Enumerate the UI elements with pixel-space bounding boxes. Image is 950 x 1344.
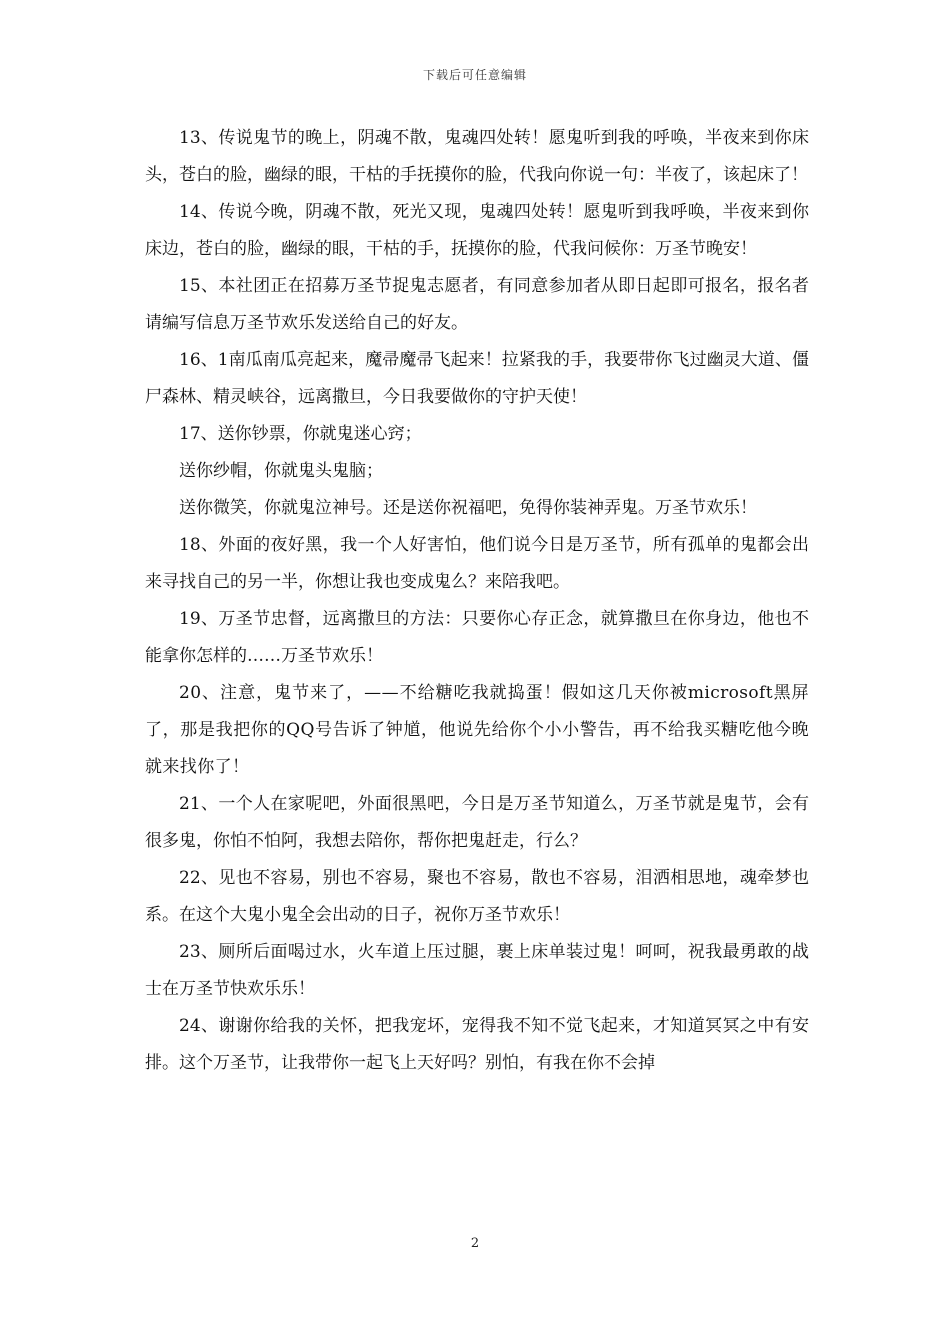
paragraph-17-line-2: 送你纱帽，你就鬼头鬼脑； bbox=[179, 461, 383, 481]
paragraph-18: 18、外面的夜好黑，我一个人好害怕，他们说今日是万圣节，所有孤单的鬼都会出来寻找自己的另一半，你想让我也变成鬼么？来陪我吧。 bbox=[145, 535, 809, 592]
paragraph-17-line-1: 17、送你钞票，你就鬼迷心窍； bbox=[179, 424, 422, 444]
paragraph-13: 13、传说鬼节的晚上，阴魂不散，鬼魂四处转！愿鬼听到我的呼唤，半夜来到你床头，苍白的脸，幽绿的眼，干枯的手抚摸你的脸，代我向你说一句：半夜了，该起床了！ bbox=[145, 128, 809, 185]
paragraph-23: 23、厕所后面喝过水，火车道上压过腿，裹上床单装过鬼！呵呵，祝我最勇敢的战士在万圣节快欢乐乐！ bbox=[145, 942, 809, 999]
paragraph-14: 14、传说今晚，阴魂不散，死光又现，鬼魂四处转！愿鬼听到我呼唤，半夜来到你床边，苍白的脸，幽绿的眼，干枯的手，抚摸你的脸，代我问候你：万圣节晚安！ bbox=[145, 202, 809, 259]
page-header: 下载后可任意编辑 bbox=[422, 68, 527, 82]
paragraph-19: 19、万圣节忠督，远离撒旦的方法：只要你心存正念，就算撒旦在你身边，他也不能拿你怎样的……万圣节欢乐！ bbox=[145, 609, 809, 666]
paragraph-22: 22、见也不容易，别也不容易，聚也不容易，散也不容易，泪洒相思地，魂牵梦也系。在这个大鬼小鬼全会出动的日子，祝你万圣节欢乐！ bbox=[145, 868, 809, 925]
paragraph-15: 15、本社团正在招募万圣节捉鬼志愿者，有同意参加者从即日起即可报名，报名者请编写信息万圣节欢乐发送给自己的好友。 bbox=[145, 276, 809, 333]
paragraph-16: 16、1南瓜南瓜亮起来，魔帚魔帚飞起来！拉紧我的手，我要带你飞过幽灵大道、僵尸森林、精灵峡谷，远离撒旦，今日我要做你的守护天使！ bbox=[145, 350, 809, 407]
paragraph-17-line-3: 送你微笑，你就鬼泣神号。还是送你祝福吧，免得你装神弄鬼。万圣节欢乐！ bbox=[179, 498, 757, 518]
paragraph-24: 24、谢谢你给我的关怀，把我宠坏，宠得我不知不觉飞起来，才知道冥冥之中有安排。这个万圣节，让我带你一起飞上天好吗？别怕，有我在你不会掉 bbox=[145, 1016, 809, 1073]
document-body bbox=[145, 120, 809, 1082]
page-number: 2 bbox=[470, 1236, 480, 1251]
paragraph-21: 21、一个人在家呢吧，外面很黑吧，今日是万圣节知道么，万圣节就是鬼节，会有很多鬼，你怕不怕阿，我想去陪你，帮你把鬼赶走，行么？ bbox=[145, 794, 809, 851]
paragraph-20: 20、注意，鬼节来了，——不给糖吃我就捣蛋！假如这几天你被microsoft黑屏了，那是我把你的QQ号告诉了钟馗，他说先给你个小小警告，再不给我买糖吃他今晚就来找你了！ bbox=[145, 683, 809, 777]
